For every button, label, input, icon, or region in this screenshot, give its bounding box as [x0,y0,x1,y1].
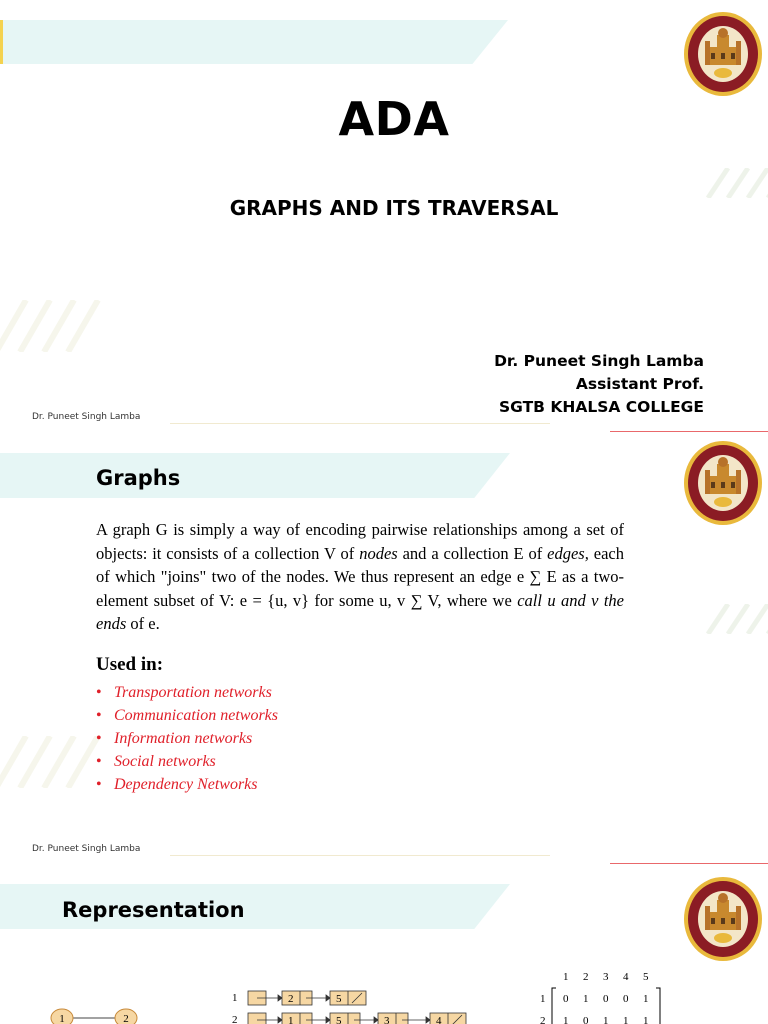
matrix-cell: 1 [623,1015,629,1024]
term-nodes: nodes [359,543,398,563]
matrix-col-header: 5 [643,971,649,983]
adj-node: 5 [336,993,342,1005]
list-item: • Communication networks [96,704,278,727]
author-college: SGTB KHALSA COLLEGE [498,398,704,416]
matrix-cell: 1 [583,993,589,1005]
list-item: • Information networks [96,727,278,750]
matrix-row-label: 1 [540,993,546,1005]
definition-text: A graph G is simply a way of encoding pairwise relationships among a set of objects: it consists of a collection V of [96,520,624,563]
slide-graphs [0,432,768,864]
used-in-label: Used in: [96,654,164,675]
term-ends: call u and v the ends [96,590,624,633]
list-item: • Transportation networks [96,681,278,704]
author-block [494,350,704,419]
adjacency-list-figure [228,989,478,1024]
matrix-bracket [552,988,556,1024]
slide-title [0,0,768,432]
graph-definition [96,518,624,636]
hatch-decoration [698,604,768,634]
adj-row-label: 2 [232,1014,238,1024]
matrix-cell: 1 [643,1015,649,1024]
adj-row-label: 1 [232,992,238,1004]
adj-node: 2 [288,993,294,1005]
college-seal-icon [683,440,763,526]
matrix-col-header: 3 [603,971,609,983]
slide-representation [0,864,768,1024]
footer-divider [170,855,550,856]
matrix-bracket [656,988,660,1024]
footer-author: Dr. Puneet Singh Lamba [32,844,141,854]
hatch-decoration [0,300,106,352]
author-position: Assistant Prof. [575,375,704,393]
uses-list [96,681,278,796]
slide-heading: Graphs [96,466,181,490]
adj-node: 4 [436,1015,442,1024]
hatch-decoration [0,736,106,788]
matrix-cell: 0 [583,1015,589,1024]
matrix-cell: 1 [643,993,649,1005]
presentation-title: ADA [338,92,450,146]
graph-figure [40,994,150,1024]
matrix-col-header: 1 [563,971,569,983]
list-item: • Dependency Networks [96,773,278,796]
presentation-subtitle: GRAPHS AND ITS TRAVERSAL [229,196,559,220]
matrix-cell: 0 [563,993,569,1005]
header-banner [0,453,510,498]
footer-divider [170,423,550,424]
matrix-cell: 1 [603,1015,609,1024]
graph-node-label: 1 [59,1013,65,1024]
matrix-cell: 0 [623,993,629,1005]
adjacency-matrix-figure [534,968,664,1024]
author-name: Dr. Puneet Singh Lamba [494,352,704,370]
graph-node-label: 2 [123,1013,129,1024]
banner-accent [0,20,3,64]
term-edges: edges, [547,543,589,563]
footer-author: Dr. Puneet Singh Lamba [32,412,141,422]
slide-heading: Representation [62,898,245,922]
definition-text: and a collection E of [397,543,548,563]
header-banner [0,20,508,64]
matrix-cell: 1 [563,1015,569,1024]
college-seal-icon [683,11,763,97]
adj-node: 1 [288,1015,294,1024]
matrix-col-header: 2 [583,971,589,983]
matrix-row-label: 2 [540,1015,546,1024]
college-seal-icon [683,876,763,962]
matrix-cell: 0 [603,993,609,1005]
adj-node: 3 [384,1015,390,1024]
definition-text: each of which "joins" two of the nodes. We thus represent an edge e ∑ E as a two-element subset of V: e = {u, v} for some u, v ∑ V, where we [96,543,624,610]
adj-node: 5 [336,1015,342,1024]
definition-text: of e. [126,614,160,633]
list-item: • Social networks [96,750,278,773]
matrix-col-header: 4 [623,971,629,983]
hatch-decoration [698,168,768,198]
